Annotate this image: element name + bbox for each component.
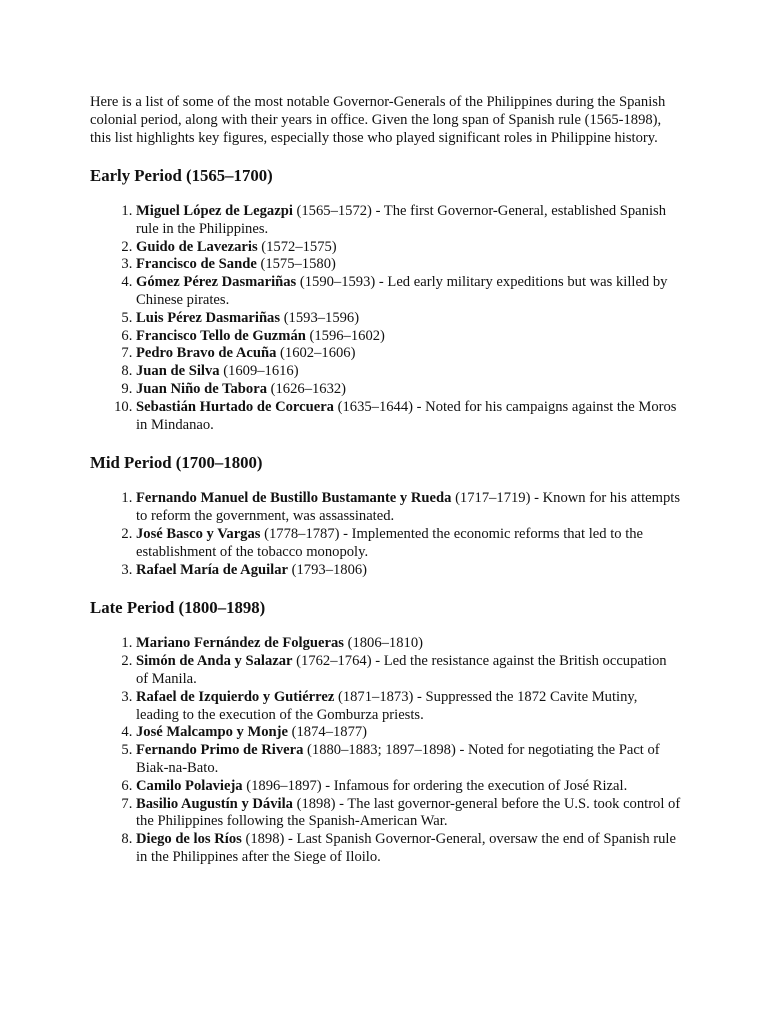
governor-name: José Basco y Vargas	[136, 525, 261, 542]
list-item	[136, 635, 682, 653]
governor-name: Juan de Silva	[136, 363, 220, 380]
governor-name: Miguel López de Legazpi	[136, 203, 293, 219]
list-item	[136, 328, 682, 346]
section-heading: Late Period (1800–1898)	[90, 598, 266, 618]
list-item	[136, 239, 682, 257]
governor-details: (1871–1873) - Suppressed the 1872 Cavite Mutiny, leading to the execution of the Gomburza priests.	[136, 688, 638, 723]
list-item	[136, 381, 682, 399]
governor-details: (1880–1883; 1897–1898) - Noted for negotiating the Pact of Biak-na-Bato.	[136, 742, 660, 776]
governor-name: Juan Niño de Tabora	[136, 380, 267, 397]
governor-name: Pedro Bravo de Acuña	[136, 345, 277, 362]
governor-details: (1898) - Last Spanish Governor-General, oversaw the end of Spanish rule in the Philippines after the Siege of Iloilo.	[136, 831, 676, 865]
governor-details: (1635–1644) - Noted for his campaigns against the Moros in Mindanao.	[136, 398, 677, 433]
governor-details: (1717–1719) - Known for his attempts to reform the government, was assassinated.	[136, 490, 681, 525]
governor-details: (1626–1632)	[267, 380, 347, 397]
governor-name: Mariano Fernández de Folgueras	[136, 635, 344, 652]
list-item	[136, 724, 682, 742]
list-item	[136, 796, 682, 832]
governor-name: Simón de Anda y Salazar	[136, 653, 293, 670]
governor-name: Camilo Polavieja	[136, 777, 243, 794]
list-item	[136, 345, 682, 363]
governor-name: Guido de Lavezaris	[136, 238, 258, 255]
governor-list	[90, 203, 682, 434]
governor-details: (1572–1575)	[257, 238, 337, 255]
section-heading: Mid Period (1700–1800)	[90, 453, 263, 473]
list-item	[136, 689, 682, 725]
list-item	[136, 310, 682, 328]
governor-details: (1609–1616)	[219, 363, 299, 380]
list-item	[136, 526, 682, 562]
list-item	[136, 363, 682, 381]
governor-details: (1874–1877)	[288, 724, 368, 741]
list-item	[136, 256, 682, 274]
list-item	[136, 653, 682, 689]
governor-name: Gómez Pérez Dasmariñas	[136, 274, 297, 291]
intro-paragraph: Here is a list of some of the most notable Governor-Generals of the Philippines during the Spanish colonial period, along with their years in office. Given the long span of Spanish rule (1565-1898), this list highlights key figures, especially those who played significant roles in Philippine history.	[90, 94, 666, 146]
governor-name: Rafael María de Aguilar	[136, 561, 288, 578]
governor-name: José Malcampo y Monje	[136, 724, 288, 741]
sections-container	[90, 166, 682, 867]
governor-name: Rafael de Izquierdo y Gutiérrez	[136, 688, 335, 705]
list-item	[136, 203, 682, 239]
governor-list	[90, 490, 682, 579]
list-item	[136, 831, 682, 867]
list-item	[136, 562, 682, 580]
governor-name: Luis Pérez Dasmariñas	[136, 309, 281, 326]
governor-details: (1896–1897) - Infamous for ordering the execution of José Rizal.	[242, 777, 628, 794]
governor-details: (1898) - The last governor-general before the U.S. took control of the Philippines following the Spanish-American War.	[136, 795, 681, 830]
governor-name: Francisco de Sande	[136, 256, 257, 273]
governor-name: Basilio Augustín y Dávila	[136, 795, 293, 812]
governor-details: (1565–1572) - The first Governor-General, established Spanish rule in the Philippines.	[136, 203, 666, 237]
list-item	[136, 490, 682, 526]
governor-list	[90, 635, 682, 866]
governor-name: Diego de los Ríos	[136, 831, 242, 848]
governor-name: Fernando Primo de Rivera	[136, 742, 304, 759]
list-item	[136, 778, 682, 796]
governor-details: (1602–1606)	[276, 345, 356, 362]
governor-details: (1793–1806)	[288, 561, 368, 578]
governor-name: Francisco Tello de Guzmán	[136, 327, 306, 344]
list-item	[136, 742, 682, 778]
governor-details: (1778–1787) - Implemented the economic reforms that led to the establishment of the tobacco monopoly.	[136, 525, 644, 560]
governor-details: (1762–1764) - Led the resistance against the British occupation of Manila.	[136, 653, 667, 687]
document-page	[90, 93, 682, 886]
governor-details: (1806–1810)	[343, 635, 423, 652]
governor-name: Sebastián Hurtado de Corcuera	[136, 398, 334, 415]
governor-details: (1593–1596)	[280, 309, 360, 326]
section-heading: Early Period (1565–1700)	[90, 166, 273, 185]
governor-details: (1575–1580)	[256, 256, 336, 273]
list-item	[136, 274, 682, 310]
list-item	[136, 399, 682, 435]
governor-name: Fernando Manuel de Bustillo Bustamante y Rueda	[136, 490, 452, 507]
governor-details: (1590–1593) - Led early military expeditions but was killed by Chinese pirates.	[136, 274, 668, 308]
governor-details: (1596–1602)	[305, 327, 385, 344]
